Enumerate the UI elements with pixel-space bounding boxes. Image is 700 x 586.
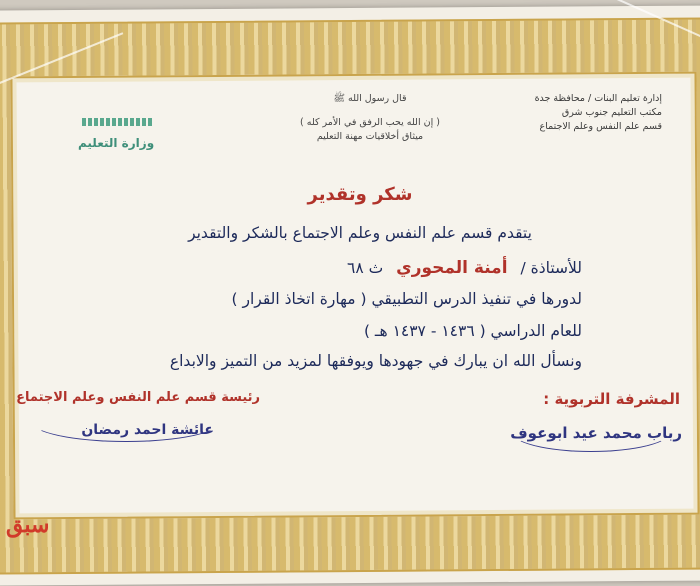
teacher-code: ث ٦٨: [347, 259, 384, 277]
body-line-3: لدورها في تنفيذ الدرس التطبيقي ( مهارة اتخاذ القرار ): [231, 290, 582, 308]
hadith-block: [270, 92, 470, 144]
watermark-logo: سبق: [6, 512, 50, 538]
hadith-intro: قال رسول الله ﷺ: [333, 93, 407, 104]
teacher-line: [347, 258, 582, 278]
charter-text: ميثاق أخلاقيات مهنة التعليم: [316, 131, 424, 142]
teacher-name: أمنة المحوري: [396, 258, 508, 278]
department-head-name: عائشة احمد رمضان: [81, 422, 214, 438]
supervisor-title: المشرفة التربوية :: [543, 390, 680, 408]
body-line-1: يتقدم قسم علم النفس وعلم الاجتماع بالشكر والتقدير: [188, 224, 532, 242]
issuer-line: قسم علم النفس وعلم الاجتماع: [539, 121, 662, 132]
issuer-block: [535, 92, 662, 134]
teacher-prefix: للأستاذة /: [520, 259, 582, 277]
logo-mark-icon: [82, 118, 152, 126]
issuer-line: إدارة تعليم البنات / محافظة جدة: [534, 93, 662, 104]
body-line-4: للعام الدراسي ( ١٤٣٦ - ١٤٣٧ هـ ): [363, 322, 582, 340]
logo-text: وزارة التعليم: [78, 136, 155, 150]
body-line-5: ونسأل الله ان يبارك في جهودها ويوفقها لمزيد من التميز والابداع: [169, 352, 582, 370]
handwritten-signature: [510, 410, 672, 452]
certificate-title: شكر وتقدير: [307, 184, 413, 205]
supervisor-name: رباب محمد عيد ابوعوف: [510, 424, 682, 442]
ministry-logo: [76, 112, 160, 160]
issuer-line: مكتب التعليم جنوب شرق: [561, 107, 662, 118]
department-head-title: رئيسة قسم علم النفس وعلم الاجتماع: [16, 390, 260, 405]
hadith-text: ( إن الله يحب الرفق في الأمر كله ): [300, 117, 440, 128]
handwritten-signature: [30, 400, 222, 442]
